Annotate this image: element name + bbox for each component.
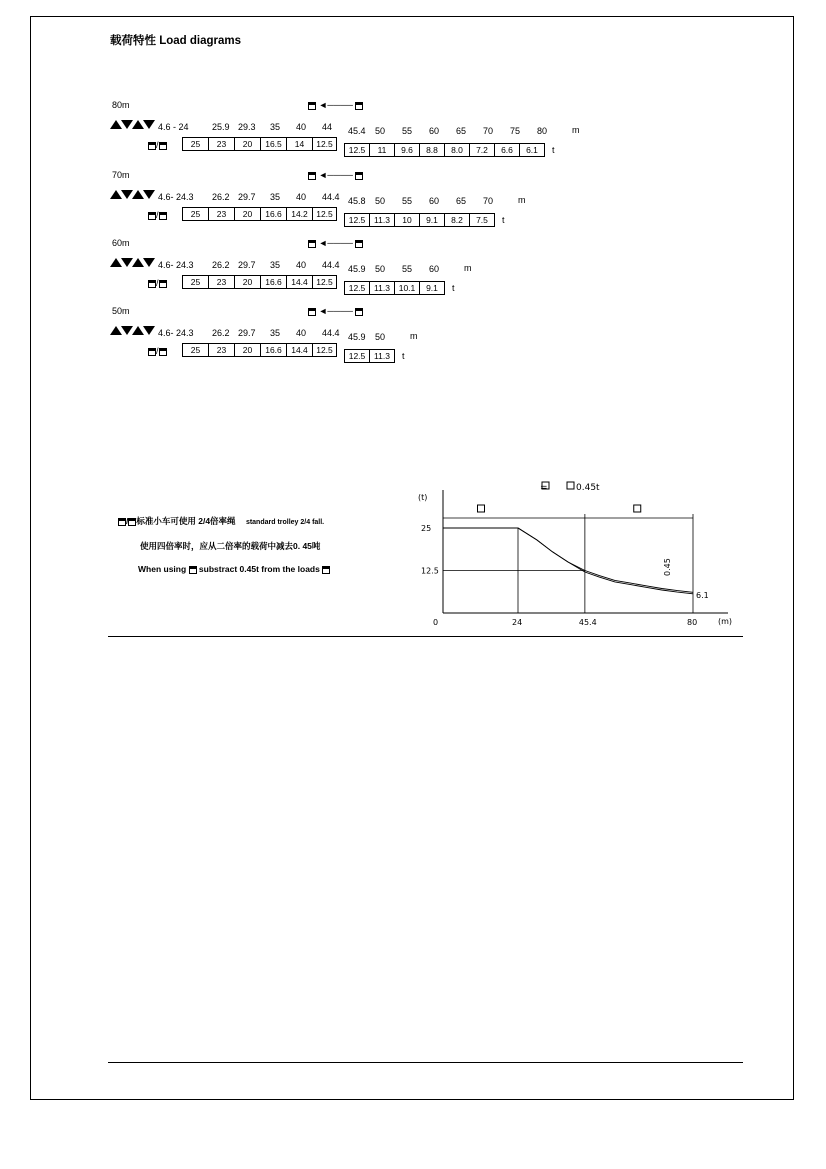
- unit-m: m: [464, 263, 472, 273]
- load-curve: [443, 528, 693, 592]
- page-title: 载荷特性 Load diagrams: [110, 35, 241, 47]
- radius-label: 50: [375, 196, 386, 206]
- trolley-4fall-icon: [148, 348, 156, 356]
- load-table-near: [183, 137, 337, 151]
- load-cell: 8.0: [444, 143, 470, 157]
- y-axis-label: (t): [418, 493, 428, 502]
- load-cell: 23: [208, 137, 235, 151]
- radius-label: 4.6- 24.3: [158, 260, 194, 270]
- trolley-2fall-icon: [118, 518, 126, 526]
- trolley-4fall-icon: [308, 172, 316, 180]
- load-cell: 25: [182, 137, 209, 151]
- radius-label: 65: [456, 196, 467, 206]
- diff-annotation: 0.45: [663, 558, 672, 576]
- load-cell: 11.3: [369, 349, 395, 363]
- jib-length: 80m: [112, 100, 130, 110]
- load-curve: [443, 528, 693, 594]
- trolley-4fall-icon: [148, 212, 156, 220]
- radius-label: 70: [483, 126, 494, 136]
- unit-t: t: [402, 351, 405, 361]
- section-divider: [108, 636, 743, 637]
- load-table-far: [345, 143, 545, 157]
- radius-label: 29.3: [238, 122, 256, 132]
- load-cell: 20: [234, 275, 261, 289]
- jib-truss-icon: [110, 258, 154, 268]
- load-cell: 11.3: [369, 281, 395, 295]
- load-cell: 14.2: [286, 207, 313, 221]
- radius-label: 44.4: [322, 260, 340, 270]
- trolley-2fall-icon: [567, 482, 574, 489]
- load-cell: 12.5: [344, 349, 370, 363]
- trolley-2fall-icon: [634, 505, 641, 512]
- radius-label: 40: [296, 122, 307, 132]
- radius-label: 60: [429, 264, 440, 274]
- load-cell: 16.6: [260, 275, 287, 289]
- end-annotation: 6.1: [696, 591, 709, 600]
- load-cell: 12.5: [312, 275, 337, 289]
- trolley-2fall-icon: [355, 102, 363, 110]
- trolley-4fall-icon: [308, 308, 316, 316]
- chart-legend-value: 0.45t: [576, 483, 600, 493]
- trolley-icons: /: [148, 210, 167, 220]
- x-tick-label: 45.4: [578, 618, 597, 627]
- load-cell: 14.4: [286, 275, 313, 289]
- load-cell: 9.1: [419, 281, 445, 295]
- load-cell: 23: [208, 275, 235, 289]
- radius-label: 26.2: [212, 192, 230, 202]
- load-cell: 20: [234, 137, 261, 151]
- load-cell: 14: [286, 137, 313, 151]
- radius-label: 44.4: [322, 192, 340, 202]
- unit-m: m: [410, 331, 418, 341]
- radius-label: 35: [270, 260, 281, 270]
- load-table-far: [345, 213, 495, 227]
- radius-label: 55: [402, 196, 413, 206]
- load-table-near: [183, 275, 337, 289]
- x-tick-label: 0: [433, 618, 439, 627]
- trolley-4fall-icon: [478, 505, 485, 512]
- trolley-4fall-icon: [189, 566, 197, 574]
- load-cell: 23: [208, 343, 235, 357]
- load-cell: 20: [234, 207, 261, 221]
- load-cell: 25: [182, 207, 209, 221]
- radius-label: 60: [429, 126, 440, 136]
- load-cell: 12.5: [312, 343, 337, 357]
- radius-label: 29.7: [238, 328, 256, 338]
- radius-label: 45.4: [348, 126, 366, 136]
- load-cell: 8.2: [444, 213, 470, 227]
- trolley-2fall-icon: [159, 142, 167, 150]
- radius-label: 55: [402, 126, 413, 136]
- load-cell: 23: [208, 207, 235, 221]
- load-cell: 6.1: [519, 143, 545, 157]
- radius-label: 45.9: [348, 332, 366, 342]
- trolley-icons: /: [148, 140, 167, 150]
- radius-label: 45.9: [348, 264, 366, 274]
- unit-m: m: [518, 195, 526, 205]
- jib-truss-icon: [110, 120, 154, 130]
- radius-label: 26.2: [212, 260, 230, 270]
- unit-t: t: [502, 215, 505, 225]
- radius-label: 50: [375, 126, 386, 136]
- trolley-icons: /: [148, 346, 167, 356]
- unit-t: t: [452, 283, 455, 293]
- trolley-2fall-icon: [355, 240, 363, 248]
- radius-label: 29.7: [238, 192, 256, 202]
- note-line-2: 使用四倍率时，应从二倍率的载荷中减去0. 45吨: [140, 541, 321, 551]
- load-cell: 12.5: [312, 137, 337, 151]
- radius-label: 70: [483, 196, 494, 206]
- chart-legend: =: [540, 483, 548, 493]
- jib-length: 70m: [112, 170, 130, 180]
- jib-truss-icon: [110, 326, 154, 336]
- trolley-2fall-icon: [322, 566, 330, 574]
- radius-label: 4.6- 24.3: [158, 328, 194, 338]
- load-cell: 12.5: [344, 213, 370, 227]
- radius-label: 60: [429, 196, 440, 206]
- trolley-2fall-icon: [159, 280, 167, 288]
- trolley-2fall-icon: [355, 308, 363, 316]
- load-table-near: [183, 343, 337, 357]
- trolley-range-arrow: ◄────: [308, 238, 363, 248]
- radius-label: 55: [402, 264, 413, 274]
- jib-truss-icon: [110, 190, 154, 200]
- note-line-3: When using substract 0.45t from the loads: [138, 564, 330, 574]
- load-cell: 25: [182, 343, 209, 357]
- load-table-near: [183, 207, 337, 221]
- trolley-2fall-icon: [355, 172, 363, 180]
- unit-t: t: [552, 145, 555, 155]
- load-cell: 7.2: [469, 143, 495, 157]
- x-axis-label: (m): [718, 617, 733, 626]
- radius-label: 25.9: [212, 122, 230, 132]
- load-cell: 10: [394, 213, 420, 227]
- y-tick-label: 25: [421, 524, 432, 533]
- radius-label: 80: [537, 126, 548, 136]
- unit-m: m: [572, 125, 580, 135]
- trolley-2fall-icon: [159, 212, 167, 220]
- trolley-range-arrow: ◄────: [308, 100, 363, 110]
- load-cell: 16.5: [260, 137, 287, 151]
- radius-label: 40: [296, 192, 307, 202]
- x-tick-label: 80: [687, 618, 698, 627]
- load-cell: 11: [369, 143, 395, 157]
- trolley-2fall-icon: [159, 348, 167, 356]
- radius-label: 40: [296, 328, 307, 338]
- radius-label: 29.7: [238, 260, 256, 270]
- radius-label: 40: [296, 260, 307, 270]
- x-tick-label: 24: [512, 618, 523, 627]
- trolley-4fall-icon: [308, 240, 316, 248]
- radius-label: 4.6- 24.3: [158, 192, 194, 202]
- trolley-4fall-icon: [148, 142, 156, 150]
- radius-label: 75: [510, 126, 521, 136]
- load-cell: 16.6: [260, 207, 287, 221]
- load-cell: 12.5: [312, 207, 337, 221]
- footer-divider: [108, 1062, 743, 1063]
- trolley-range-arrow: ◄────: [308, 306, 363, 316]
- y-tick-label: 12.5: [421, 566, 439, 576]
- radius-label: 26.2: [212, 328, 230, 338]
- trolley-icons: /: [148, 278, 167, 288]
- load-cell: 10.1: [394, 281, 420, 295]
- load-cell: 12.5: [344, 143, 370, 157]
- trolley-range-arrow: ◄────: [308, 170, 363, 180]
- load-cell: 20: [234, 343, 261, 357]
- radius-label: 65: [456, 126, 467, 136]
- load-cell: 12.5: [344, 281, 370, 295]
- load-table-far: [345, 349, 395, 363]
- load-cell: 16.6: [260, 343, 287, 357]
- radius-label: 50: [375, 332, 386, 342]
- radius-label: 44.4: [322, 328, 340, 338]
- load-table-far: [345, 281, 445, 295]
- radius-label: 35: [270, 192, 281, 202]
- load-cell: 25: [182, 275, 209, 289]
- radius-label: 45.8: [348, 196, 366, 206]
- load-cell: 9.6: [394, 143, 420, 157]
- radius-label: 35: [270, 122, 281, 132]
- radius-label: 44: [322, 122, 333, 132]
- radius-label: 35: [270, 328, 281, 338]
- load-cell: 9.1: [419, 213, 445, 227]
- load-curve-chart: [400, 478, 745, 633]
- load-cell: 7.5: [469, 213, 495, 227]
- radius-label: 50: [375, 264, 386, 274]
- load-cell: 11.3: [369, 213, 395, 227]
- trolley-4fall-icon: [148, 280, 156, 288]
- jib-length: 60m: [112, 238, 130, 248]
- load-cell: 8.8: [419, 143, 445, 157]
- jib-length: 50m: [112, 306, 130, 316]
- load-cell: 6.6: [494, 143, 520, 157]
- radius-label: 4.6 - 24: [158, 122, 189, 132]
- trolley-4fall-icon: [308, 102, 316, 110]
- note-line-1: / 标准小车可使用 2/4倍率绳 standard trolley 2/4 fall.: [118, 515, 324, 527]
- load-cell: 14.4: [286, 343, 313, 357]
